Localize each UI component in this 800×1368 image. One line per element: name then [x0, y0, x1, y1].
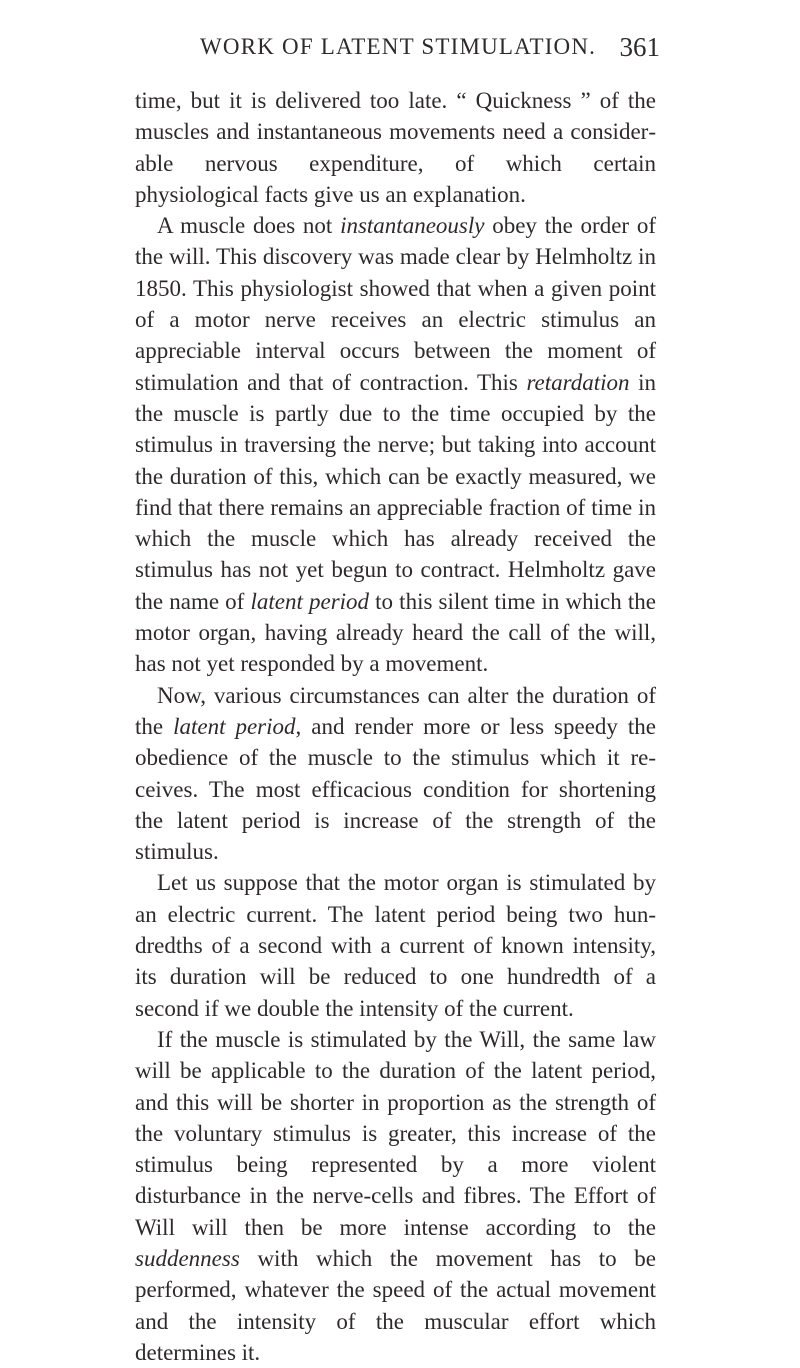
italic-text: latent period: [250, 588, 370, 614]
paragraph: [135, 867, 656, 1023]
italic-text: instantaneously: [340, 213, 485, 239]
italic-text: retardation: [526, 369, 630, 395]
text-segment: , and render more or less speedy the obedience of the muscle to the stimulus which it receives. The most efficacious condition for shortening the latent period is increase of the strength of the stimulus.: [135, 713, 656, 865]
body-text: [135, 85, 656, 1368]
italic-text: latent period: [173, 713, 296, 739]
text-segment: Let us suppose that the motor organ is stimulated by an electric current. The latent period being two hundredths of a second with a current of known intensity, its duration will be reduced to one hundredth of a second if we double the intensity of the current.: [135, 870, 656, 1021]
running-title: WORK OF LATENT STIMULATION.: [200, 34, 597, 59]
paragraph: [135, 210, 656, 679]
text-segment: time, but it is delivered too late. “ Quickness ” of the muscles and instantaneous movements need a considerable nervous expenditure, of which certain physiological facts give us an explanation.: [135, 88, 656, 207]
text-segment: to this silent time in which the motor organ, having already heard the call of the will, has not yet responded by a movement.: [135, 588, 656, 677]
text-segment: If the muscle is stimulated by the Will, the same law will be applicable to the duration of the latent period, and this will be shorter in proportion as the strength of the voluntary stimulus is greater, this increase of the stimulus being represented by a more violent disturbance in the nerve-cells and fibres. The Effort of Will will then be more intense according to the: [135, 1026, 656, 1240]
text-segment: A muscle does not: [157, 213, 341, 239]
paragraph: [135, 1024, 656, 1368]
paragraph: [135, 680, 656, 868]
italic-text: suddenness: [135, 1245, 240, 1271]
page-number: 361: [619, 32, 660, 62]
running-head: [200, 34, 660, 74]
text-segment: obey the order of the will. This discovery was made clear by Helmholtz in 1850. This physiologist showed that when a given point of a motor nerve receives an electric stimulus an appreciable interval occurs between the moment of stimulation and that of contraction. This: [135, 213, 656, 395]
text-segment: Now, various circumstances can alter the duration of the: [135, 682, 656, 739]
text-segment: with which the movement has to be performed, whatever the speed of the actual movement and the intensity of the muscular effort which determines it.: [135, 1245, 656, 1365]
text-segment: in the muscle is partly due to the time occupied by the stimulus in traversing the nerve; but taking into account the duration of this, which can be exactly measured, we find that there remains an appreciable fraction of time in which the muscle which has already received the stimulus has not yet begun to contract. Helmholtz gave the name of: [135, 369, 656, 614]
paragraph: [135, 85, 656, 210]
